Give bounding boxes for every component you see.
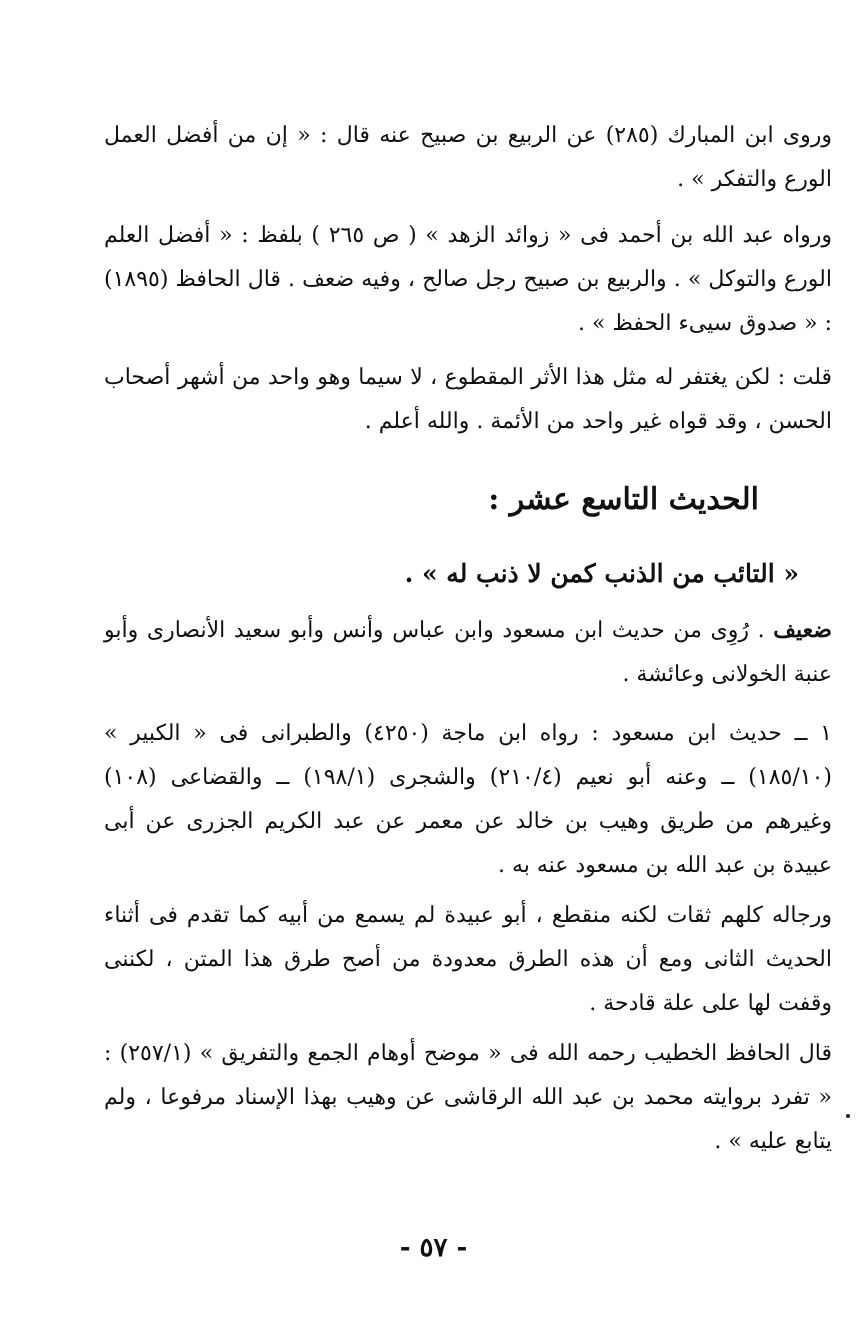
grade-word: ضعيف bbox=[773, 617, 832, 643]
paragraph-ibn-masud-hadith: ١ ــ حديث ابن مسعود : رواه ابن ماجة (٤٢٥٠) والطبرانى فى « الكبير » (١٨٥/١٠) ــ وعنه أبو نعيم (٢١٠/٤) والشجرى (١٩٨/١) ــ والقضاعى (١٠٨) وغيرهم من طريق وهيب بن خالد عن معمر عن عبد الكريم الجزرى عن أبى عبيدة بن عبد الله بن مسعود عنه به . bbox=[104, 721, 832, 878]
section-heading: الحديث التاسع عشر : bbox=[488, 482, 759, 517]
paragraph-ibn-mubarak: وروى ابن المبارك (٢٨٥) عن الربيع بن صبيح عنه قال : « إن من أفضل العمل الورع والتفكر » . bbox=[104, 123, 832, 192]
hadith-text: « التائب من الذنب كمن لا ذنب له » . bbox=[404, 559, 799, 588]
grade-description: . رُوِى من حديث ابن مسعود وابن عباس وأنس وأبو سعيد الأنصارى وأبو عنبة الخولانى وعائشة . bbox=[104, 618, 832, 687]
paragraph-khatib: قال الحافظ الخطيب رحمه الله فى « موضح أوهام الجمع والتفريق » (٢٥٧/١) : « تفرد بروايته محمد بن عبد الله الرقاشى عن وهيب بهذا الإسناد مرفوعا ، ولم يتابع عليه » . bbox=[104, 1041, 832, 1154]
grade-paragraph bbox=[104, 608, 832, 697]
paragraph-narrators: ورجاله كلهم ثقات لكنه منقطع ، أبو عبيدة لم يسمع من أبيه كما تقدم فى أثناء الحديث الثانى ومع أن هذه الطرق معدودة من أصح طرق هذا المتن ، لكننى وقفت لها على علة قادحة . bbox=[104, 903, 832, 1016]
page-number: - ٥٧ - bbox=[399, 1233, 468, 1263]
paragraph-qultu: قلت : لكن يغتفر له مثل هذا الأثر المقطوع ، لا سيما وهو واحد من أشهر أصحاب الحسن ، وقد قواه غير واحد من الأئمة . والله أعلم . bbox=[104, 365, 832, 434]
margin-mark bbox=[846, 1114, 850, 1118]
paragraph-abdullah-ahmad: ورواه عبد الله بن أحمد فى « زوائد الزهد » ( ص ٢٦٥ ) بلفظ : « أفضل العلم الورع والتوكل » . والربيع بن صبيح رجل صالح ، وفيه ضعف . قال الحافظ (١٨٩٥) : « صدوق سيىء الحفظ » . bbox=[104, 223, 833, 336]
